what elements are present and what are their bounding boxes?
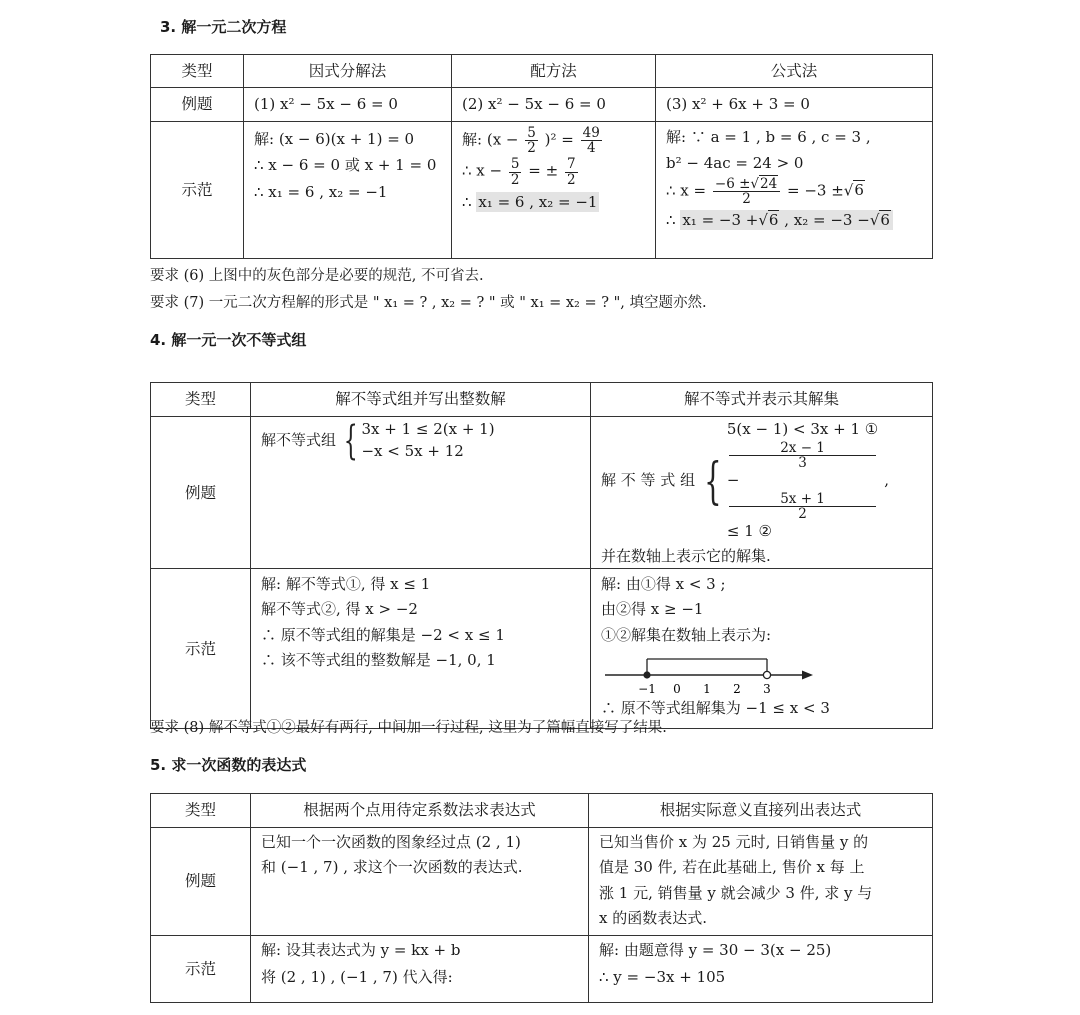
demo-line: x 的函数表达式. <box>599 908 707 927</box>
demo-line: ∴ 原不等式组解集为 −1 ≤ x < 3 <box>601 698 830 717</box>
brace-icon: { <box>704 451 722 510</box>
demo-completing-square <box>452 122 656 259</box>
system-lines <box>361 419 494 463</box>
demo-factoring <box>244 122 452 259</box>
open-endpoint <box>763 671 770 678</box>
header-completing-square: 配方法 <box>452 55 656 88</box>
header-type: 类型 <box>151 55 244 88</box>
demo-line: 解: ∵ a = 1 , b = 6 , c = 3 , <box>666 128 871 146</box>
demo-line: ∴ y = −3x + 105 <box>599 968 726 987</box>
numerator: 49 <box>582 125 600 141</box>
denominator: 4 <box>586 140 596 157</box>
radicand: 6 <box>768 210 779 229</box>
demo-formula <box>656 122 933 259</box>
brace-icon: { <box>343 417 358 464</box>
demo-line: 解: 由①得 x < 3 ; <box>601 575 726 594</box>
demo-line: ∴ x₁ = 6 , x₂ = −1 <box>254 182 388 201</box>
text: (x − <box>486 130 519 149</box>
example-factoring: (1) x² − 5x − 6 = 0 <box>244 88 452 122</box>
demo-line: 已知当售价 x 为 25 元时, 日销售量 y 的 <box>599 833 869 851</box>
demo-solution-set <box>591 569 933 729</box>
header-type: 类型 <box>151 383 251 417</box>
inequality-system <box>601 419 889 543</box>
numerator: 5 <box>510 156 520 173</box>
tick-label: 1 <box>703 681 711 695</box>
fraction <box>509 157 522 186</box>
text: 解 不 等 式 组 <box>601 471 696 490</box>
section-4-title: 4. 解一元一次不等式组 <box>150 331 307 349</box>
demo-line: ∴ 该不等式组的整数解是 −1, 0, 1 <box>261 650 496 669</box>
text: ∴ x = <box>666 181 707 200</box>
text: , <box>884 471 889 490</box>
text: 解: <box>462 130 483 149</box>
demo-line <box>462 126 645 155</box>
system-line: 3x + 1 ≤ 2(x + 1) <box>361 420 495 438</box>
demo-line: b² − 4ac = 24 > 0 <box>666 154 804 173</box>
numerator: 7 <box>566 156 576 173</box>
demo-line: 和 (−1 , 7) , 求这个一次函数的表达式. <box>261 858 523 877</box>
demo-line <box>462 191 645 214</box>
fraction <box>565 157 578 186</box>
demo-line <box>666 209 922 232</box>
text: = −3 ± <box>786 181 844 200</box>
radicand: 6 <box>854 181 864 200</box>
row-label-example: 例题 <box>151 88 244 122</box>
tick-label: 3 <box>763 681 771 695</box>
denominator: 3 <box>798 454 807 471</box>
system-line <box>727 441 878 543</box>
tick-label: −1 <box>638 681 656 695</box>
radicand: 6 <box>880 210 890 229</box>
demo-line: 值是 30 件, 若在此基础上, 售价 x 每 上 <box>599 858 865 877</box>
numerator: −6 ±√24 <box>713 177 780 192</box>
radicand: 24 <box>760 175 778 192</box>
demo-system <box>251 569 591 729</box>
fraction <box>581 126 602 155</box>
demo-line: 解不等式②, 得 x > −2 <box>261 600 418 619</box>
fraction <box>525 126 538 155</box>
text: 解不等式组 <box>261 431 337 450</box>
row-label-demo: 示范 <box>151 569 251 729</box>
text: x₁ = −3 + <box>682 210 759 229</box>
denominator: 2 <box>510 171 520 188</box>
denominator: 2 <box>527 140 536 157</box>
denominator: 2 <box>742 190 751 207</box>
header-formula: 公式法 <box>656 55 933 88</box>
tick-label: 2 <box>733 681 741 695</box>
demo-two-points <box>251 936 589 1003</box>
system-lines <box>727 419 878 543</box>
text: , x₂ = −3 − <box>784 210 870 229</box>
text: = ± <box>528 162 559 181</box>
demo-line: 解: (x − 6)(x + 1) = 0 <box>254 130 415 148</box>
example-formula: (3) x² + 6x + 3 = 0 <box>656 88 933 122</box>
numerator: 5 <box>527 125 536 141</box>
inequality-system <box>261 419 495 463</box>
example-completing-square: (2) x² − 5x − 6 = 0 <box>452 88 656 122</box>
section-3-title: 3. 解一元二次方程 <box>160 18 287 36</box>
row-label-demo: 示范 <box>151 122 244 259</box>
demo-line: 将 (2 , 1) , (−1 , 7) 代入得: <box>261 968 453 987</box>
text: −6 ± <box>714 175 751 192</box>
fraction <box>713 177 780 206</box>
numerator: 5x + 1 <box>729 492 876 507</box>
text: ≤ 1 ② <box>726 522 772 541</box>
text: )² = <box>544 130 574 149</box>
header-solution-set: 解不等式并表示其解集 <box>591 383 933 417</box>
row-label-example: 例题 <box>151 828 251 936</box>
demo-line: 涨 1 元, 销售量 y 就会减少 3 件, 求 y 与 <box>599 883 873 902</box>
closed-endpoint <box>643 671 650 678</box>
demo-line: 已知一个一次函数的图象经过点 (2 , 1) <box>261 833 521 851</box>
demo-line: 解: 设其表达式为 y = kx + b <box>261 941 461 959</box>
header-factoring: 因式分解法 <box>244 55 452 88</box>
demo-line: ∴ 原不等式组的解集是 −2 < x ≤ 1 <box>261 625 505 644</box>
tick-label: 0 <box>673 681 681 695</box>
denominator: 2 <box>798 506 807 523</box>
header-practical-meaning: 根据实际意义直接列出表达式 <box>589 794 933 828</box>
demo-line: 由②得 x ≥ −1 <box>601 600 704 619</box>
inequality-table <box>150 382 933 729</box>
demo-line: 解: 解不等式①, 得 x ≤ 1 <box>261 575 431 594</box>
demo-line: 并在数轴上表示它的解集. <box>601 546 771 565</box>
row-label-demo: 示范 <box>151 936 251 1003</box>
row-label-example: 例题 <box>151 417 251 569</box>
header-system-integer: 解不等式组并写出整数解 <box>251 383 591 417</box>
quadratic-table <box>150 54 933 259</box>
demo-line: ∴ x = $\frac{-6 \pm√24}{2}$ = −3 ±√6 <box>666 175 864 207</box>
demo-line: ①②解集在数轴上表示为: <box>601 625 772 644</box>
system-line: −x < 5x + 12 <box>361 441 464 460</box>
demo-line <box>462 157 645 186</box>
denominator: 2 <box>566 171 576 188</box>
fraction <box>729 441 876 470</box>
requirement-7: 要求 (7) 一元二次方程解的形式是 " x₁ = ? , x₂ = ? " 或 " x₁ = x₂ = ? ", 填空题亦然. <box>150 295 707 311</box>
numerator: 2x − 1 <box>729 441 876 456</box>
number-line <box>601 651 821 695</box>
demo-line: 解: 由题意得 y = 30 − 3(x − 25) <box>599 941 832 959</box>
highlighted-answer: x₁ = −3 +√6 , x₂ = −3 −√6 <box>680 210 893 230</box>
demo-line: ∴ x − 6 = 0 或 x + 1 = 0 <box>254 156 437 175</box>
example-two-points <box>251 828 589 936</box>
text: − <box>726 471 740 490</box>
text: ∴ <box>666 210 676 229</box>
fraction <box>729 492 876 521</box>
axis-arrow-icon <box>802 670 813 679</box>
system-line: 5(x − 1) < 3x + 1 ① <box>726 420 879 438</box>
requirement-8: 要求 (8) 解不等式①②最好有两行, 中间加一行过程, 这里为了篇幅直接写了结果. <box>150 720 667 736</box>
example-solution-set <box>591 417 933 569</box>
requirement-6: 要求 (6) 上图中的灰色部分是必要的规范, 不可省去. <box>150 268 484 284</box>
section-5-title: 5. 求一次函数的表达式 <box>150 756 307 774</box>
highlighted-answer: x₁ = 6 , x₂ = −1 <box>478 192 598 211</box>
linear-function-table <box>150 793 933 1003</box>
text: ∴ <box>462 192 472 211</box>
text: ∴ x − <box>462 162 503 181</box>
header-type: 类型 <box>151 794 251 828</box>
example-system <box>251 417 591 569</box>
header-undetermined-coefficients: 根据两个点用待定系数法求表达式 <box>251 794 589 828</box>
example-practical <box>589 828 933 936</box>
demo-practical <box>589 936 933 1003</box>
